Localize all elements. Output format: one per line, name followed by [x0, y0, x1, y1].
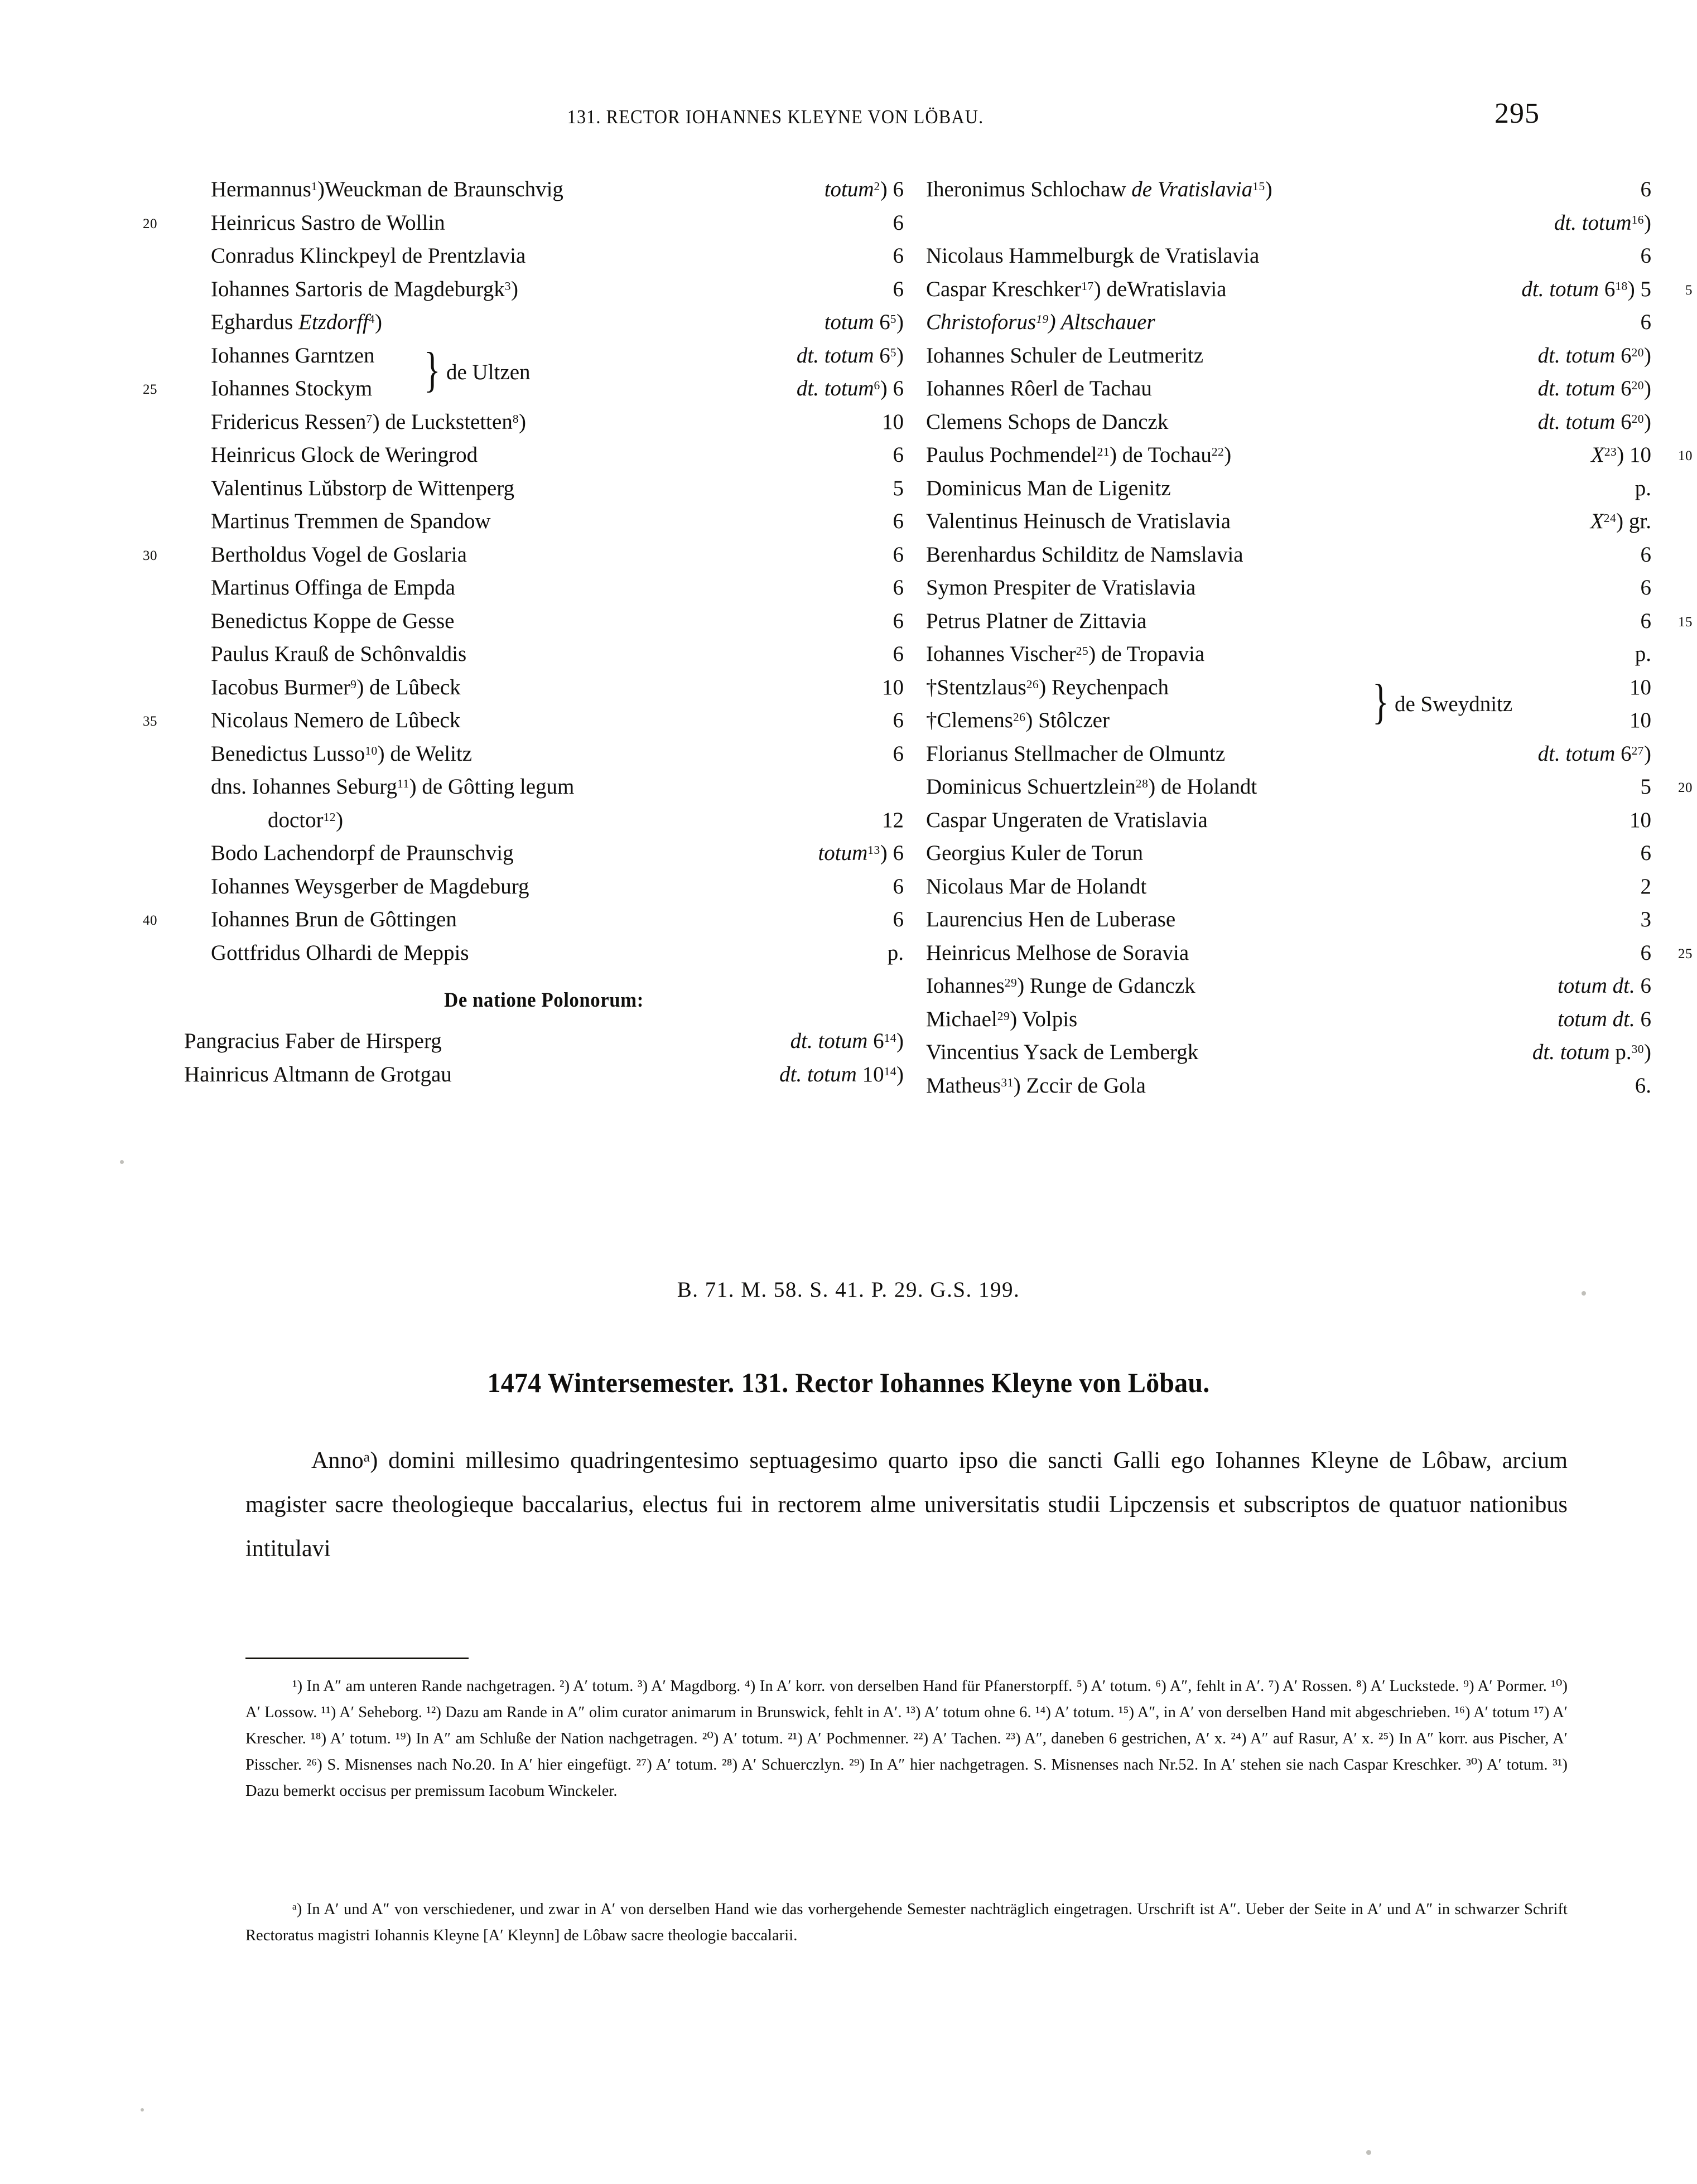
register-entry-payment: dt. totum $6^{20}$): [1537, 343, 1651, 368]
register-entry: [926, 538, 1651, 572]
register-entry-name: Conradus Klinckpeyl de Prentzlavia: [211, 244, 526, 268]
register-entry-name: Iohannes Sartoris de Magdeburgk$^3$): [211, 277, 518, 301]
register-entry: [184, 173, 904, 206]
register-entry-name: Gottfridus Olhardi de Meppis: [211, 940, 469, 965]
register-entry-name: Michael$^{29}$) Volpis: [926, 1007, 1078, 1031]
scan-speck: [141, 2108, 144, 2111]
register-entry-payment: 6: [1640, 576, 1651, 600]
register-entry-payment: totum dt. 6: [1558, 1007, 1651, 1031]
register-entry: [926, 936, 1693, 970]
running-head-title: 131. RECTOR IOHANNES KLEYNE VON LÖBAU.: [567, 106, 984, 128]
register-entry-name: Iohannes Rôerl de Tachau: [926, 376, 1152, 400]
grouping-brace: }: [424, 342, 441, 397]
register-entry: [926, 605, 1693, 638]
register-entry: [184, 804, 904, 837]
register-entry-payment: 6: [893, 741, 904, 766]
register-entry-name: Nicolaus Nemero de Lûbeck: [211, 708, 461, 732]
register-entry: [926, 571, 1651, 605]
register-entry: [143, 903, 904, 936]
register-entry-payment: p.: [1635, 476, 1651, 500]
register-entry-name: Iohannes$^{29}$) Runge de Gdanczk: [926, 974, 1195, 998]
register-column-left: [143, 173, 904, 1091]
grouping-brace: }: [1372, 674, 1389, 729]
register-entry-payment: 3: [1640, 907, 1651, 931]
register-entry-payment: 10: [1629, 708, 1651, 732]
register-entry-payment: 6: [893, 210, 904, 235]
register-entry-payment: 12: [882, 808, 904, 832]
line-number: 25: [1678, 946, 1693, 961]
register-entry-payment: 6.: [1635, 1073, 1651, 1098]
register-entry-payment: 5: [893, 476, 904, 500]
line-number: 30: [143, 548, 157, 563]
register-entry-payment: dt. totum $6^{20}$): [1537, 376, 1651, 400]
register-entry-name: Iohannes Vischer$^{25}$) de Tropavia: [926, 642, 1205, 666]
register-entry: [926, 969, 1651, 1003]
register-entry-payment: dt. totum p.$^{30}$): [1532, 1040, 1651, 1064]
register-entry-name: Georgius Kuler de Torun: [926, 841, 1144, 865]
register-entry: [926, 737, 1651, 771]
register-entry-name: Symon Prespiter de Vratislavia: [926, 576, 1196, 600]
register-entry: [926, 273, 1693, 306]
register-entry-payment: 10: [1629, 675, 1651, 699]
register-entry: [184, 438, 904, 472]
running-head: [167, 98, 1540, 139]
line-number: 15: [1678, 614, 1693, 630]
register-entry-payment: dt. totum $6^{18}$) 5: [1521, 277, 1651, 301]
register-entry: [926, 372, 1651, 405]
register-entry: [184, 637, 904, 671]
nation-heading: De natione Polonorum:: [444, 989, 644, 1012]
register-entry-payment: 5: [1640, 775, 1651, 799]
register-entry-payment: 6: [1640, 542, 1651, 567]
register-entry-payment: 10: [882, 675, 904, 699]
register-entry: [926, 505, 1651, 538]
register-entry: [184, 306, 904, 339]
register-entry-name: Nicolaus Mar de Holandt: [926, 874, 1147, 898]
register-entry-name: Paulus Krauß de Schônvaldis: [211, 642, 467, 666]
register-entry: [926, 472, 1651, 505]
register-entry-payment: 6: [893, 244, 904, 268]
register-entry-name: Hermannus$^1$)Weuckman de Braunschvig: [211, 177, 563, 201]
register-entry-payment: dt. totum$^6$) 6: [796, 376, 904, 400]
register-entry-payment: totum dt. 6: [1558, 974, 1651, 998]
register-entry-name: doctor$^{12}$): [268, 808, 344, 832]
register-entry: [184, 505, 904, 538]
register-entry: [184, 870, 904, 903]
register-entry: [926, 770, 1693, 804]
register-entry-payment: 10: [1629, 808, 1651, 832]
line-number: 5: [1685, 282, 1693, 298]
register-entry-name: Hainricus Altmann de Grotgau: [184, 1062, 452, 1086]
register-entry-name: Christoforus$^{19}$) Altschauer: [926, 310, 1155, 334]
register-entry-name: Iohannes Weysgerber de Magdeburg: [211, 874, 529, 898]
register-entry-payment: 6: [893, 907, 904, 931]
register-entry: [926, 804, 1651, 837]
register-entry: [926, 405, 1651, 439]
register-entry-name: Fridericus Ressen$^7$) de Luckstetten$^8$): [211, 409, 527, 434]
register-entry-name: Caspar Ungeraten de Vratislavia: [926, 808, 1208, 832]
scan-speck: [1366, 2150, 1371, 2155]
register-entry-name: Petrus Platner de Zittavia: [926, 608, 1147, 633]
register-entry-payment: $X^{23}$) 10: [1590, 443, 1651, 467]
register-entry-payment: 6: [893, 277, 904, 301]
register-entry-payment: 6: [1640, 310, 1651, 334]
scan-speck: [1582, 1291, 1586, 1296]
register-entry: [926, 173, 1651, 206]
register-entry-name: Eghardus Etzdorff$^4$): [211, 310, 382, 334]
register-entry-name: Laurencius Hen de Luberase: [926, 907, 1176, 931]
register-entry: [184, 936, 904, 970]
register-entry-payment: 6: [1640, 244, 1651, 268]
register-entry-payment: totum$^2$) 6: [824, 177, 904, 201]
register-entry: [143, 538, 904, 572]
register-entry-name: Martinus Tremmen de Spandow: [211, 509, 491, 533]
register-entry: [926, 1036, 1651, 1069]
register-entry-name: †Stentzlaus$^{26}$) Reychenpach: [926, 675, 1169, 699]
register-entry: [184, 472, 904, 505]
register-entry-payment: dt. totum $6^{20}$): [1537, 409, 1651, 434]
page-number: 295: [1494, 98, 1540, 129]
register-entry-payment: 6: [893, 874, 904, 898]
register-entry-payment: dt. totum$^{16}$): [1554, 210, 1651, 235]
line-number: 35: [143, 714, 157, 729]
register-columns: [0, 173, 1697, 1294]
register-entry-payment: dt. totum $6^{14}$): [790, 1029, 904, 1053]
register-entry: [926, 704, 1651, 737]
grouping-brace-label: de Ultzen: [446, 360, 531, 384]
register-entry: [143, 704, 904, 737]
register-entry: [143, 372, 904, 405]
register-brace-group: [143, 339, 904, 405]
register-entry-payment: 6: [893, 576, 904, 600]
register-entry: [184, 571, 904, 605]
register-brace-group: [926, 671, 1651, 737]
register-entry-name: Iohannes Schuler de Leutmeritz: [926, 343, 1204, 368]
register-entry-name: Dominicus Schuertzlein$^{28}$) de Holandt: [926, 775, 1257, 799]
register-entry: [926, 637, 1651, 671]
footnote-note-a: ᵃ) In A′ und A″ von verschiedener, und zwar in A′ von derselben Hand wie das vorhergehende Semester nachträglich eingetragen. Urschrift ist A″. Ueber der Seite in A′ und A″ in schwarzer Schrift Rectoratus magistri Iohannis Kleyne [A′ Kleynn] de Lôbaw sacre theologie baccalarii.: [245, 1901, 1568, 1944]
line-number: 40: [143, 913, 157, 928]
register-entry: [184, 273, 904, 306]
line-number: 10: [1678, 448, 1693, 463]
register-entry: [184, 239, 904, 273]
line-number: 20: [1678, 780, 1693, 795]
register-entry-payment: 2: [1640, 874, 1651, 898]
register-entry-name: Iohannes Stockym: [211, 376, 373, 400]
register-entry-name: Iheronimus Schlochaw de Vratislavia$^{15}$): [926, 177, 1272, 201]
scan-speck: [120, 1160, 124, 1164]
register-entry: [184, 837, 904, 870]
footnote-block: ¹) In A″ am unteren Rande nachgetragen. ²) A′ totum. ³) A′ Magdborg. ⁴) In A′ korr. von derselben Hand für Pfanerstorpff. ⁵) A′ totum. ⁶) A″, fehlt in A′. ⁷) A′ Rossen. ⁸) A′ Luckstede. ⁹) A′ Pormer. ¹⁰) A′ Lossow. ¹¹) A′ Seheborg. ¹²) Dazu am Rande in A″ olim curator animarum in Brunswick, fehlt in A′. ¹³) A′ totum ohne 6. ¹⁴) A′ totum. ¹⁵) A″, in A′ von derselben Hand mit abgeschrieben. ¹⁶) A′ totum ¹⁷) A′ Krescher. ¹⁸) A′ totum. ¹⁹) In A″ am Schluße der Nation nachgetragen. ²⁰) A′ totum. ²¹) A′ Pochmenner. ²²) A′ Tachen. ²³) A″, daneben 6 gestrichen, A′ x. ²⁴) A″ auf Rasur, A′ x. ²⁵) In A″ korr. aus Pischer, A′ Pisscher. ²⁶) S. Misnenses nach No.20. In A′ hier eingefügt. ²⁷) A′ totum. ²⁸) A′ Schuerczlyn. ²⁹) In A″ hier nachgetragen. S. Misnenses nach Nr.52. In A′ stehen sie nach Caspar Kreschker. ³⁰) A′ totum. ³¹) Dazu bemerkt occisus per premissum Iacobum Winckeler.: [245, 1678, 1568, 1800]
register-entry-name: Valentinus Heinusch de Vratislavia: [926, 509, 1231, 533]
register-entry-payment: dt. totum $10^{14}$): [779, 1062, 904, 1086]
register-entry-payment: 10: [882, 409, 904, 434]
register-entry-payment: 6: [893, 708, 904, 732]
register-entry-payment: 6: [1640, 177, 1651, 201]
register-entry: [926, 870, 1651, 903]
register-entry-payment: totum$^{13}$) 6: [818, 841, 904, 865]
register-entry-name: Benedictus Lusso$^{10}$) de Welitz: [211, 741, 473, 766]
register-entry-payment: 6: [1640, 940, 1651, 965]
register-entry-name: Martinus Offinga de Empda: [211, 576, 455, 600]
register-entry: [184, 770, 904, 804]
register-entry: [926, 671, 1651, 704]
register-entry: [926, 206, 1651, 240]
grouping-brace-label: de Sweydnitz: [1395, 692, 1513, 716]
register-entry-name: dns. Iohannes Seburg$^{11}$) de Gôtting legum: [211, 775, 575, 799]
register-entry-name: Heinricus Melhose de Soravia: [926, 940, 1189, 965]
register-entry-payment: 6: [893, 443, 904, 467]
register-entry-name: Iacobus Burmer$^9$) de Lûbeck: [211, 675, 461, 699]
register-entry-name: Dominicus Man de Ligenitz: [926, 476, 1171, 500]
register-entry-name: Heinricus Sastro de Wollin: [211, 210, 445, 235]
register-entry-name: Iohannes Brun de Gôttingen: [211, 907, 457, 931]
register-entry-payment: dt. totum $6^{27}$): [1537, 741, 1651, 766]
register-entry-name: Berenhardus Schilditz de Namslavia: [926, 542, 1243, 567]
register-entry-payment: totum $6^5$): [824, 310, 904, 334]
register-entry-name: Valentinus Lŭbstorp de Wittenperg: [211, 476, 514, 500]
line-number: 20: [143, 216, 157, 231]
register-entry: [926, 837, 1651, 870]
line-number: 25: [143, 382, 157, 397]
register-entry-payment: 6: [893, 642, 904, 666]
register-entry: [926, 239, 1651, 273]
register-entry-payment: dt. totum $6^5$): [796, 343, 904, 368]
register-entry: [184, 737, 904, 771]
section-main-heading: 1474 Wintersemester. 131. Rector Iohannes Kleyne von Löbau.: [487, 1367, 1210, 1398]
register-entry-name: Benedictus Koppe de Gesse: [211, 608, 455, 633]
register-entry-name: Clemens Schops de Danczk: [926, 409, 1169, 434]
register-entry: [143, 206, 904, 240]
register-entry-payment: 6: [893, 509, 904, 533]
footnote-rule: [245, 1658, 469, 1659]
register-entry-name: Iohannes Garntzen: [211, 343, 375, 368]
register-entry: [184, 605, 904, 638]
register-entry: [926, 903, 1651, 936]
register-entry-name: Florianus Stellmacher de Olmuntz: [926, 741, 1226, 766]
register-entry: [926, 1069, 1651, 1103]
register-entry-name: Bertholdus Vogel de Goslaria: [211, 542, 467, 567]
sigla-line: B. 71. M. 58. S. 41. P. 29. G.S. 199.: [677, 1278, 1020, 1302]
register-entry-name: Matheus$^{31}$) Zccir de Gola: [926, 1073, 1146, 1098]
register-entry-payment: $X^{24}$) gr.: [1590, 509, 1651, 533]
register-entry: [184, 339, 904, 373]
register-entry-payment: p.: [887, 940, 904, 965]
body-paragraph: Annoᵃ) domini millesimo quadringentesimo septuagesimo quarto ipso die sancti Galli ego Iohannes Kleyne de Lôbaw, arcium magister sacre theologieque baccalarius, electus fui in rectorem alme universitatis studii Lipczensis et subscriptos de quatuor nationibus intitulavi: [245, 1448, 1568, 1562]
register-entry-name: Caspar Kreschker$^{17}$) deWratislavia: [926, 277, 1227, 301]
register-entry-payment: 6: [1640, 608, 1651, 633]
register-entry-name: Bodo Lachendorpf de Praunschvig: [211, 841, 514, 865]
register-entry: [926, 438, 1693, 472]
register-entry: [926, 339, 1651, 373]
register-entry-name: Paulus Pochmendel$^{21}$) de Tochau$^{22}$): [926, 443, 1232, 467]
register-entry-name: †Clemens$^{26}$) Stôlczer: [926, 708, 1110, 732]
register-entry: [184, 1025, 904, 1058]
register-column-right: [926, 173, 1693, 1102]
register-entry-payment: 6: [1640, 841, 1651, 865]
register-entry-name: Pangracius Faber de Hirsperg: [184, 1029, 442, 1053]
register-entry-name: Heinricus Glock de Weringrod: [211, 443, 478, 467]
register-entry: [184, 1058, 904, 1091]
register-entry: [184, 671, 904, 704]
register-entry-payment: 6: [893, 608, 904, 633]
register-entry: [926, 306, 1651, 339]
register-entry-payment: 6: [893, 542, 904, 567]
register-entry-name: Nicolaus Hammelburgk de Vratislavia: [926, 244, 1260, 268]
register-entry: [184, 405, 904, 439]
register-entry: [926, 1003, 1651, 1036]
register-entry-name: Vincentius Ysack de Lembergk: [926, 1040, 1199, 1064]
register-entry-payment: p.: [1635, 642, 1651, 666]
